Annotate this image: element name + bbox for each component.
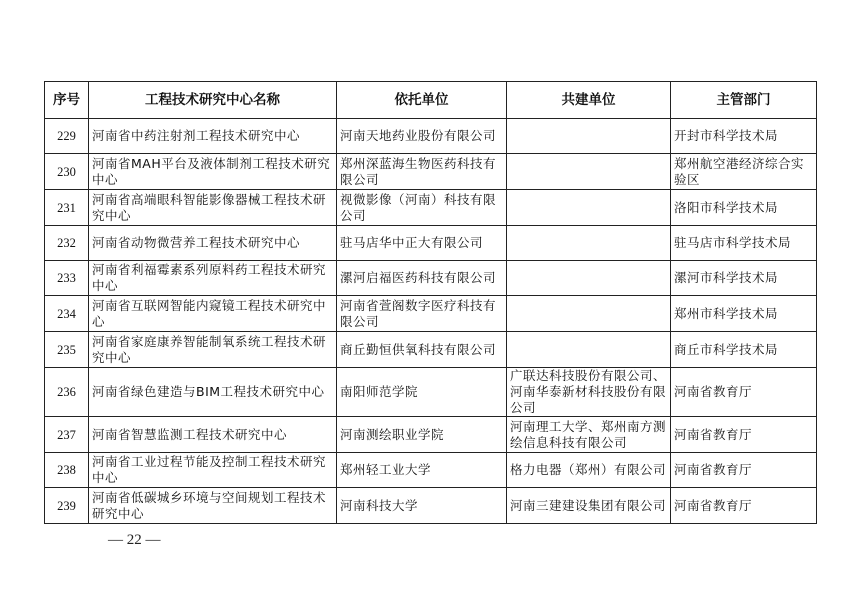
cell-partner-unit bbox=[507, 296, 671, 332]
table-row bbox=[45, 417, 817, 453]
cell-host-unit: 河南省萱阁数字医疗科技有限公司 bbox=[337, 296, 507, 332]
cell-partner-unit: 广联达科技股份有限公司、河南华泰新材科技股份有限公司 bbox=[507, 368, 671, 417]
header-center-name: 工程技术研究中心名称 bbox=[89, 82, 337, 119]
table-row bbox=[45, 261, 817, 296]
engineering-center-table bbox=[44, 81, 817, 524]
cell-partner-unit bbox=[507, 190, 671, 226]
cell-serial: 236 bbox=[45, 368, 89, 417]
cell-partner-unit: 格力电器（郑州）有限公司 bbox=[507, 453, 671, 488]
cell-host-unit: 河南测绘职业学院 bbox=[337, 417, 507, 453]
cell-center-name: 河南省MAH平台及液体制剂工程技术研究中心 bbox=[89, 154, 337, 190]
cell-supervising-dept: 洛阳市科学技术局 bbox=[671, 190, 817, 226]
cell-center-name: 河南省中药注射剂工程技术研究中心 bbox=[89, 119, 337, 154]
cell-serial: 234 bbox=[45, 296, 89, 332]
header-partner-unit: 共建单位 bbox=[507, 82, 671, 119]
cell-serial: 231 bbox=[45, 190, 89, 226]
cell-partner-unit: 河南理工大学、郑州南方测绘信息科技有限公司 bbox=[507, 417, 671, 453]
cell-partner-unit bbox=[507, 154, 671, 190]
table-row bbox=[45, 226, 817, 261]
cell-serial: 232 bbox=[45, 226, 89, 261]
cell-serial: 238 bbox=[45, 453, 89, 488]
table-header-row bbox=[45, 82, 817, 119]
cell-supervising-dept: 郑州市科学技术局 bbox=[671, 296, 817, 332]
cell-partner-unit bbox=[507, 226, 671, 261]
cell-supervising-dept: 郑州航空港经济综合实验区 bbox=[671, 154, 817, 190]
cell-center-name: 河南省低碳城乡环境与空间规划工程技术研究中心 bbox=[89, 488, 337, 524]
cell-center-name: 河南省绿色建造与BIM工程技术研究中心 bbox=[89, 368, 337, 417]
table-row bbox=[45, 488, 817, 524]
cell-host-unit: 视微影像（河南）科技有限公司 bbox=[337, 190, 507, 226]
cell-host-unit: 河南科技大学 bbox=[337, 488, 507, 524]
table-row bbox=[45, 154, 817, 190]
cell-serial: 230 bbox=[45, 154, 89, 190]
cell-supervising-dept: 漯河市科学技术局 bbox=[671, 261, 817, 296]
table-row bbox=[45, 296, 817, 332]
cell-serial: 229 bbox=[45, 119, 89, 154]
cell-supervising-dept: 河南省教育厅 bbox=[671, 488, 817, 524]
cell-host-unit: 郑州轻工业大学 bbox=[337, 453, 507, 488]
table-row bbox=[45, 119, 817, 154]
cell-supervising-dept: 河南省教育厅 bbox=[671, 368, 817, 417]
table-row bbox=[45, 453, 817, 488]
cell-supervising-dept: 商丘市科学技术局 bbox=[671, 332, 817, 368]
cell-supervising-dept: 河南省教育厅 bbox=[671, 453, 817, 488]
cell-host-unit: 商丘勤恒供氧科技有限公司 bbox=[337, 332, 507, 368]
cell-host-unit: 漯河启福医药科技有限公司 bbox=[337, 261, 507, 296]
cell-center-name: 河南省家庭康养智能制氧系统工程技术研究中心 bbox=[89, 332, 337, 368]
cell-host-unit: 郑州深蓝海生物医药科技有限公司 bbox=[337, 154, 507, 190]
cell-host-unit: 南阳师范学院 bbox=[337, 368, 507, 417]
cell-host-unit: 驻马店华中正大有限公司 bbox=[337, 226, 507, 261]
table-row bbox=[45, 190, 817, 226]
page-number: — 22 — bbox=[108, 532, 161, 548]
cell-center-name: 河南省智慧监测工程技术研究中心 bbox=[89, 417, 337, 453]
cell-serial: 239 bbox=[45, 488, 89, 524]
cell-center-name: 河南省工业过程节能及控制工程技术研究中心 bbox=[89, 453, 337, 488]
cell-center-name: 河南省高端眼科智能影像器械工程技术研究中心 bbox=[89, 190, 337, 226]
cell-partner-unit bbox=[507, 119, 671, 154]
cell-serial: 237 bbox=[45, 417, 89, 453]
cell-center-name: 河南省互联网智能内窥镜工程技术研究中心 bbox=[89, 296, 337, 332]
cell-host-unit: 河南天地药业股份有限公司 bbox=[337, 119, 507, 154]
cell-supervising-dept: 驻马店市科学技术局 bbox=[671, 226, 817, 261]
cell-serial: 233 bbox=[45, 261, 89, 296]
header-serial: 序号 bbox=[45, 82, 89, 119]
header-supervising-dept: 主管部门 bbox=[671, 82, 817, 119]
cell-center-name: 河南省动物微营养工程技术研究中心 bbox=[89, 226, 337, 261]
cell-serial: 235 bbox=[45, 332, 89, 368]
cell-partner-unit bbox=[507, 332, 671, 368]
table-row bbox=[45, 368, 817, 417]
cell-center-name: 河南省利福霉素系列原料药工程技术研究中心 bbox=[89, 261, 337, 296]
cell-supervising-dept: 河南省教育厅 bbox=[671, 417, 817, 453]
cell-supervising-dept: 开封市科学技术局 bbox=[671, 119, 817, 154]
table-row bbox=[45, 332, 817, 368]
cell-partner-unit: 河南三建建设集团有限公司 bbox=[507, 488, 671, 524]
cell-partner-unit bbox=[507, 261, 671, 296]
header-host-unit: 依托单位 bbox=[337, 82, 507, 119]
